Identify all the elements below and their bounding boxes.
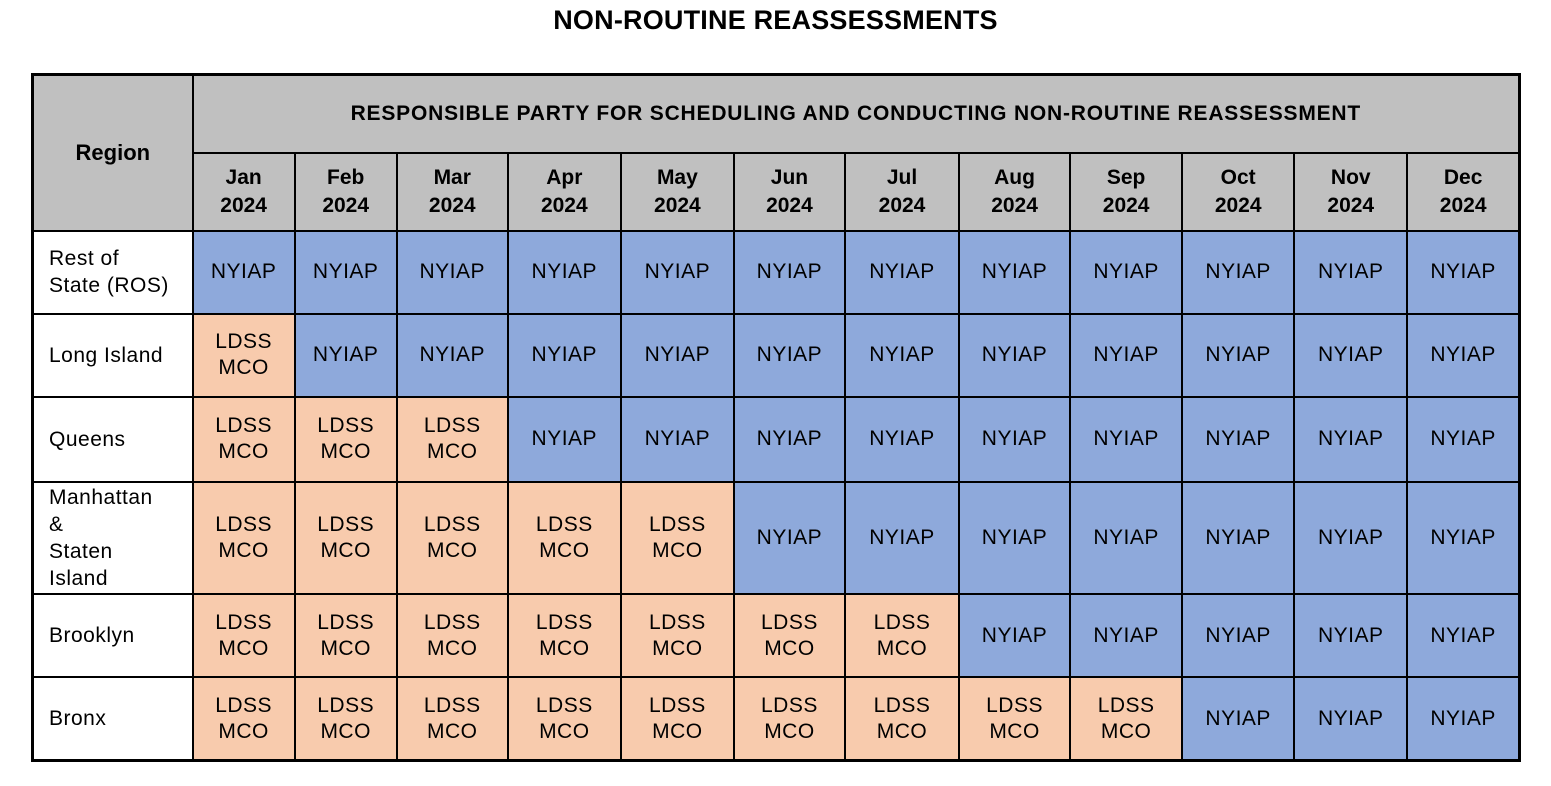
- month-header: [508, 153, 621, 231]
- party-label: NYIAP: [869, 526, 935, 550]
- party-label: NYIAP: [869, 260, 935, 284]
- party-label: MCO: [427, 440, 478, 464]
- party-label: LDSS: [215, 414, 273, 438]
- party-label: MCO: [320, 719, 371, 743]
- year-label: 2024: [766, 193, 813, 217]
- month-label: Apr: [546, 165, 583, 189]
- region-name: [33, 231, 193, 314]
- party-label: NYIAP: [1317, 427, 1384, 451]
- year-label: 2024: [540, 193, 588, 217]
- party-label: NYIAP: [1205, 343, 1271, 367]
- party-label: NYIAP: [312, 343, 379, 367]
- year-label: 2024: [1327, 193, 1375, 217]
- nyiap-cell: [734, 231, 845, 314]
- nyiap-cell: [621, 231, 734, 314]
- region-column-header: Region: [33, 75, 193, 231]
- nyiap-cell: [621, 314, 734, 397]
- party-label: NYIAP: [1205, 260, 1271, 284]
- table-body: [33, 231, 1520, 761]
- region-line: Staten: [49, 540, 113, 564]
- nyiap-cell: [1070, 231, 1182, 314]
- party-label: LDSS: [535, 693, 593, 717]
- table-row: [33, 677, 1520, 760]
- region-line: Long Island: [49, 343, 164, 367]
- nyiap-cell: [1407, 482, 1519, 594]
- year-label: 2024: [428, 193, 476, 217]
- page-title: NON-ROUTINE REASSESSMENTS: [553, 5, 998, 35]
- month-header: [1070, 153, 1182, 231]
- region-line: Manhattan: [49, 486, 153, 510]
- nyiap-cell: [1294, 231, 1407, 314]
- nyiap-cell: [193, 231, 295, 314]
- party-label: LDSS: [761, 693, 818, 717]
- nyiap-cell: [1294, 314, 1407, 397]
- party-label: LDSS: [215, 330, 273, 354]
- party-label: LDSS: [215, 610, 273, 634]
- party-label: NYIAP: [1205, 623, 1271, 647]
- party-label: NYIAP: [981, 623, 1048, 647]
- month-label: Oct: [1220, 165, 1256, 189]
- party-label: MCO: [320, 636, 371, 660]
- party-label: MCO: [320, 539, 371, 563]
- nyiap-cell: [1182, 231, 1294, 314]
- ldss-mco-cell: [397, 397, 508, 482]
- party-label: NYIAP: [1205, 706, 1271, 730]
- month-header: [734, 153, 845, 231]
- reassessment-table: [31, 73, 1521, 762]
- party-label: LDSS: [423, 610, 481, 634]
- ldss-mco-cell: [193, 594, 295, 677]
- nyiap-cell: [1070, 594, 1182, 677]
- nyiap-cell: [1294, 677, 1407, 760]
- nyiap-cell: [734, 482, 845, 594]
- year-label: 2024: [220, 193, 267, 217]
- party-label: NYIAP: [1430, 706, 1496, 730]
- party-label: NYIAP: [531, 427, 598, 451]
- year-label: 2024: [322, 193, 370, 217]
- month-label: Aug: [994, 165, 1035, 189]
- region-name: [33, 482, 193, 594]
- party-label: NYIAP: [419, 343, 486, 367]
- party-label: NYIAP: [1430, 623, 1496, 647]
- nyiap-cell: [959, 482, 1070, 594]
- party-label: LDSS: [648, 693, 706, 717]
- nyiap-cell: [508, 231, 621, 314]
- party-label: MCO: [539, 719, 590, 743]
- nyiap-cell: [1407, 231, 1519, 314]
- party-label: LDSS: [761, 610, 818, 634]
- party-label: NYIAP: [1093, 427, 1159, 451]
- party-label: LDSS: [215, 693, 273, 717]
- party-label: LDSS: [986, 693, 1043, 717]
- month-header: [621, 153, 734, 231]
- nyiap-cell: [845, 231, 959, 314]
- table-row: [33, 314, 1520, 397]
- party-label: MCO: [652, 719, 703, 743]
- table-row: [33, 594, 1520, 677]
- party-label: NYIAP: [531, 260, 598, 284]
- party-label: NYIAP: [1093, 526, 1159, 550]
- region-line: Brooklyn: [49, 624, 135, 648]
- party-label: NYIAP: [1205, 526, 1271, 550]
- party-label: NYIAP: [981, 526, 1048, 550]
- region-line: &: [49, 513, 64, 537]
- party-label: MCO: [876, 719, 928, 743]
- region-name: [33, 594, 193, 677]
- month-label: May: [656, 165, 698, 189]
- ldss-mco-cell: [193, 482, 295, 594]
- year-label: 2024: [1214, 193, 1262, 217]
- party-label: NYIAP: [1317, 706, 1384, 730]
- nyiap-cell: [1182, 397, 1294, 482]
- year-label: 2024: [1102, 193, 1150, 217]
- party-label: LDSS: [648, 513, 706, 537]
- region-name: [33, 397, 193, 482]
- party-label: LDSS: [873, 693, 931, 717]
- table-row: [33, 397, 1520, 482]
- month-label: Nov: [1330, 165, 1371, 189]
- party-label: MCO: [218, 539, 269, 563]
- party-label: MCO: [427, 539, 478, 563]
- ldss-mco-cell: [193, 397, 295, 482]
- nyiap-cell: [1294, 397, 1407, 482]
- month-header: [1182, 153, 1294, 231]
- nyiap-cell: [295, 314, 397, 397]
- nyiap-cell: [1070, 482, 1182, 594]
- party-label: LDSS: [423, 414, 481, 438]
- party-label: NYIAP: [1317, 260, 1384, 284]
- table-row: [33, 231, 1520, 314]
- party-label: NYIAP: [1430, 427, 1496, 451]
- year-label: 2024: [991, 193, 1038, 217]
- ldss-mco-cell: [508, 594, 621, 677]
- party-label: LDSS: [215, 513, 273, 537]
- ldss-mco-cell: [621, 594, 734, 677]
- party-label: NYIAP: [981, 343, 1048, 367]
- party-label: NYIAP: [869, 427, 935, 451]
- party-label: MCO: [1100, 719, 1152, 743]
- nyiap-cell: [845, 397, 959, 482]
- ldss-mco-cell: [959, 677, 1070, 760]
- party-label: NYIAP: [531, 343, 598, 367]
- responsible-party-header: RESPONSIBLE PARTY FOR SCHEDULING AND CONDUCTING NON-ROUTINE REASSESSMENT: [193, 75, 1520, 153]
- nyiap-cell: [1070, 397, 1182, 482]
- nyiap-cell: [397, 231, 508, 314]
- nyiap-cell: [1407, 594, 1519, 677]
- nyiap-cell: [295, 231, 397, 314]
- year-label: 2024: [654, 193, 701, 217]
- region-line: Island: [49, 567, 109, 591]
- nyiap-cell: [959, 594, 1070, 677]
- party-label: MCO: [218, 356, 269, 380]
- party-label: MCO: [427, 636, 478, 660]
- ldss-mco-cell: [734, 594, 845, 677]
- month-header-row: [33, 153, 1520, 231]
- month-label: Sep: [1106, 165, 1146, 189]
- ldss-mco-cell: [845, 594, 959, 677]
- month-header: [193, 153, 295, 231]
- party-label: NYIAP: [981, 260, 1048, 284]
- month-header: [959, 153, 1070, 231]
- party-label: NYIAP: [869, 343, 935, 367]
- nyiap-cell: [1182, 482, 1294, 594]
- party-label: MCO: [320, 440, 371, 464]
- ldss-mco-cell: [621, 482, 734, 594]
- nyiap-cell: [734, 314, 845, 397]
- month-label: Dec: [1443, 165, 1483, 189]
- party-label: MCO: [218, 636, 269, 660]
- party-label: MCO: [539, 539, 590, 563]
- party-label: NYIAP: [644, 427, 711, 451]
- party-label: NYIAP: [1430, 526, 1496, 550]
- year-label: 2024: [878, 193, 926, 217]
- party-label: MCO: [876, 636, 928, 660]
- nyiap-cell: [621, 397, 734, 482]
- month-label: Jun: [770, 165, 809, 189]
- party-label: NYIAP: [312, 260, 379, 284]
- ldss-mco-cell: [1070, 677, 1182, 760]
- party-label: NYIAP: [1430, 260, 1496, 284]
- party-label: MCO: [539, 636, 590, 660]
- ldss-mco-cell: [295, 482, 397, 594]
- party-label: LDSS: [317, 513, 375, 537]
- party-label: LDSS: [1097, 693, 1155, 717]
- party-label: NYIAP: [1205, 427, 1271, 451]
- party-label: MCO: [427, 719, 478, 743]
- party-label: LDSS: [535, 513, 593, 537]
- party-label: NYIAP: [981, 427, 1048, 451]
- nyiap-cell: [1294, 482, 1407, 594]
- ldss-mco-cell: [397, 594, 508, 677]
- nyiap-cell: [959, 397, 1070, 482]
- nyiap-cell: [959, 314, 1070, 397]
- month-header: [397, 153, 508, 231]
- nyiap-cell: [845, 314, 959, 397]
- party-label: LDSS: [873, 610, 931, 634]
- ldss-mco-cell: [397, 677, 508, 760]
- party-label: NYIAP: [1317, 526, 1384, 550]
- ldss-mco-cell: [508, 677, 621, 760]
- ldss-mco-cell: [845, 677, 959, 760]
- party-label: MCO: [764, 636, 815, 660]
- region-line: Rest of: [49, 247, 120, 271]
- region-name: [33, 314, 193, 397]
- party-label: LDSS: [317, 610, 375, 634]
- party-label: NYIAP: [210, 260, 277, 284]
- nyiap-cell: [1182, 594, 1294, 677]
- ldss-mco-cell: [621, 677, 734, 760]
- party-label: LDSS: [535, 610, 593, 634]
- party-label: LDSS: [648, 610, 706, 634]
- region-line: Queens: [49, 427, 126, 451]
- ldss-mco-cell: [295, 594, 397, 677]
- month-header: [295, 153, 397, 231]
- ldss-mco-cell: [295, 677, 397, 760]
- ldss-mco-cell: [397, 482, 508, 594]
- party-label: NYIAP: [1430, 343, 1496, 367]
- party-label: NYIAP: [1317, 623, 1384, 647]
- month-label: Feb: [327, 165, 365, 189]
- party-label: NYIAP: [756, 260, 823, 284]
- party-label: NYIAP: [756, 343, 823, 367]
- month-label: Jan: [225, 165, 262, 189]
- party-label: MCO: [218, 440, 269, 464]
- ldss-mco-cell: [193, 677, 295, 760]
- party-label: LDSS: [423, 513, 481, 537]
- party-label: NYIAP: [756, 427, 823, 451]
- nyiap-cell: [1407, 677, 1519, 760]
- party-label: NYIAP: [756, 526, 823, 550]
- party-label: NYIAP: [644, 260, 711, 284]
- party-label: NYIAP: [1093, 623, 1159, 647]
- table-row: [33, 482, 1520, 594]
- party-label: NYIAP: [1093, 260, 1159, 284]
- ldss-mco-cell: [193, 314, 295, 397]
- nyiap-cell: [1070, 314, 1182, 397]
- party-label: LDSS: [423, 693, 481, 717]
- nyiap-cell: [397, 314, 508, 397]
- month-label: Jul: [886, 165, 918, 189]
- region-line: State (ROS): [49, 274, 169, 298]
- nyiap-cell: [1182, 677, 1294, 760]
- nyiap-cell: [959, 231, 1070, 314]
- nyiap-cell: [1294, 594, 1407, 677]
- party-label: MCO: [989, 719, 1040, 743]
- region-name: [33, 677, 193, 760]
- ldss-mco-cell: [508, 482, 621, 594]
- ldss-mco-cell: [734, 677, 845, 760]
- month-header: [845, 153, 959, 231]
- nyiap-cell: [1407, 314, 1519, 397]
- nyiap-cell: [1182, 314, 1294, 397]
- month-header: [1294, 153, 1407, 231]
- party-label: NYIAP: [1093, 343, 1159, 367]
- nyiap-cell: [508, 314, 621, 397]
- party-label: NYIAP: [644, 343, 711, 367]
- party-label: NYIAP: [1317, 343, 1384, 367]
- ldss-mco-cell: [295, 397, 397, 482]
- party-label: MCO: [652, 636, 703, 660]
- region-line: Bronx: [49, 707, 107, 731]
- party-label: MCO: [652, 539, 703, 563]
- year-label: 2024: [1439, 193, 1487, 217]
- nyiap-cell: [734, 397, 845, 482]
- party-label: MCO: [218, 719, 269, 743]
- party-label: LDSS: [317, 414, 375, 438]
- nyiap-cell: [1407, 397, 1519, 482]
- month-label: Mar: [433, 165, 471, 189]
- month-header: [1407, 153, 1519, 231]
- nyiap-cell: [845, 482, 959, 594]
- nyiap-cell: [508, 397, 621, 482]
- party-label: LDSS: [317, 693, 375, 717]
- party-label: NYIAP: [419, 260, 486, 284]
- party-label: MCO: [764, 719, 815, 743]
